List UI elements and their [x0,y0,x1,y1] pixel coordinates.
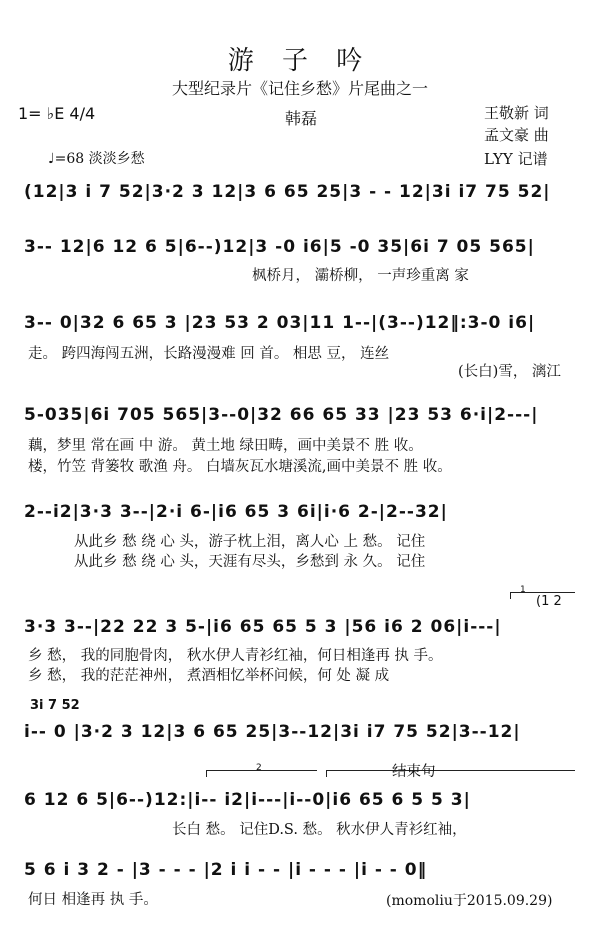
lyrics-line-4b: 楼，竹笠 背篓牧 歌渔 舟。 白墙灰瓦水塘溪流,画中美景不 胜 收。 [28,459,452,475]
lyricist: 王敬新 词 [484,104,549,122]
tempo-marking: ♩=68 淡淡乡愁 [48,151,145,167]
transcriber: LYY 记谱 [484,150,548,168]
performer: 韩磊 [285,109,318,128]
lyrics-line-6b: 乡 愁， 我的茫茫神州， 煮酒相忆举杯问候，何 处 凝 成 [28,668,390,684]
notation-line-4: 5-035|6i 705 565|3--0|32 66 65 33 |23 53 6·i|2---| [24,405,539,425]
lyrics-line-2: 枫桥月， 灞桥柳， 一声珍重离 家 [252,268,469,284]
lyrics-line-9: 何日 相逢再 执 手。 [28,892,158,908]
notation-line-1: (12|3 i 7 52|3·2 3 12|3 6 65 25|3 - - 12|3i i7 75 52| [24,182,551,202]
lyrics-line-5b: 从此乡 愁 绕 心 头，天涯有尽头，乡愁到 永 久。 记住 [74,554,426,570]
lyrics-line-8: 长白 愁。 记住D.S. 愁。 秋水伊人青衫红袖， [172,822,467,838]
notation-line-3: 3-- 0|32 6 65 3 |23 53 2 03|11 1--|(3--)12‖:3-0 i6| [24,313,536,333]
notation-line-6: 3·3 3--|22 22 3 5-|i6 65 65 5 3 |56 i6 2 06|i---| [24,617,502,637]
transcriber-credit: (momoliu于2015.09.29) [386,893,553,909]
volta-number-1: 1 [520,585,526,595]
ending-bracket [326,770,575,777]
notation-line-5: 2--i2|3·3 3--|2·i 6-|i6 65 3 6i|i·6 2-|2--32| [24,502,448,522]
notation-line-7: i-- 0 |3·2 3 12|3 6 65 25|3--12|3i i7 75 52|3--12| [24,722,521,742]
lyrics-line-3a: 走。 跨四海闯五洲，长路漫漫难 回 首。 相思 豆， 连丝 [28,346,390,362]
notation-line-2: 3-- 12|6 12 6 5|6--)12|3 -0 i6|5 -0 35|6i 7 05 565| [24,237,535,257]
notation-line-9: 5 6 i 3 2 - |3 - - - |2 i i - - |i - - - |i - - 0‖ [24,860,428,880]
lyrics-line-4a: 藕，梦里 常在画 中 游。 黄土地 绿田畴，画中美景不 胜 收。 [28,438,423,454]
ending-label: 结束句 [392,764,436,780]
lyrics-line-5a: 从此乡 愁 绕 心 头，游子枕上泪，离人心 上 愁。 记住 [74,534,426,550]
lyrics-line-6a: 乡 愁， 我的同胞骨肉， 秋水伊人青衫红袖，何日相逢再 执 手。 [28,648,443,664]
line7-prefix: 3i 7 52 [30,698,80,713]
lyrics-line-3b: (长白)雪， 漓江 [458,364,561,380]
volta-number-2: 2 [256,763,262,773]
notation-line-8: 6 12 6 5|6--)12:|i-- i2|i---|i--0|i6 65 6 5 5 3| [24,790,471,810]
key-signature: 1= ♭E 4/4 [18,104,96,123]
page-title: 游 子 吟 [227,46,373,76]
subtitle: 大型纪录片《记住乡愁》片尾曲之一 [171,79,428,98]
composer: 孟文豪 曲 [484,126,549,144]
coda-label: (1 2 [536,594,562,609]
